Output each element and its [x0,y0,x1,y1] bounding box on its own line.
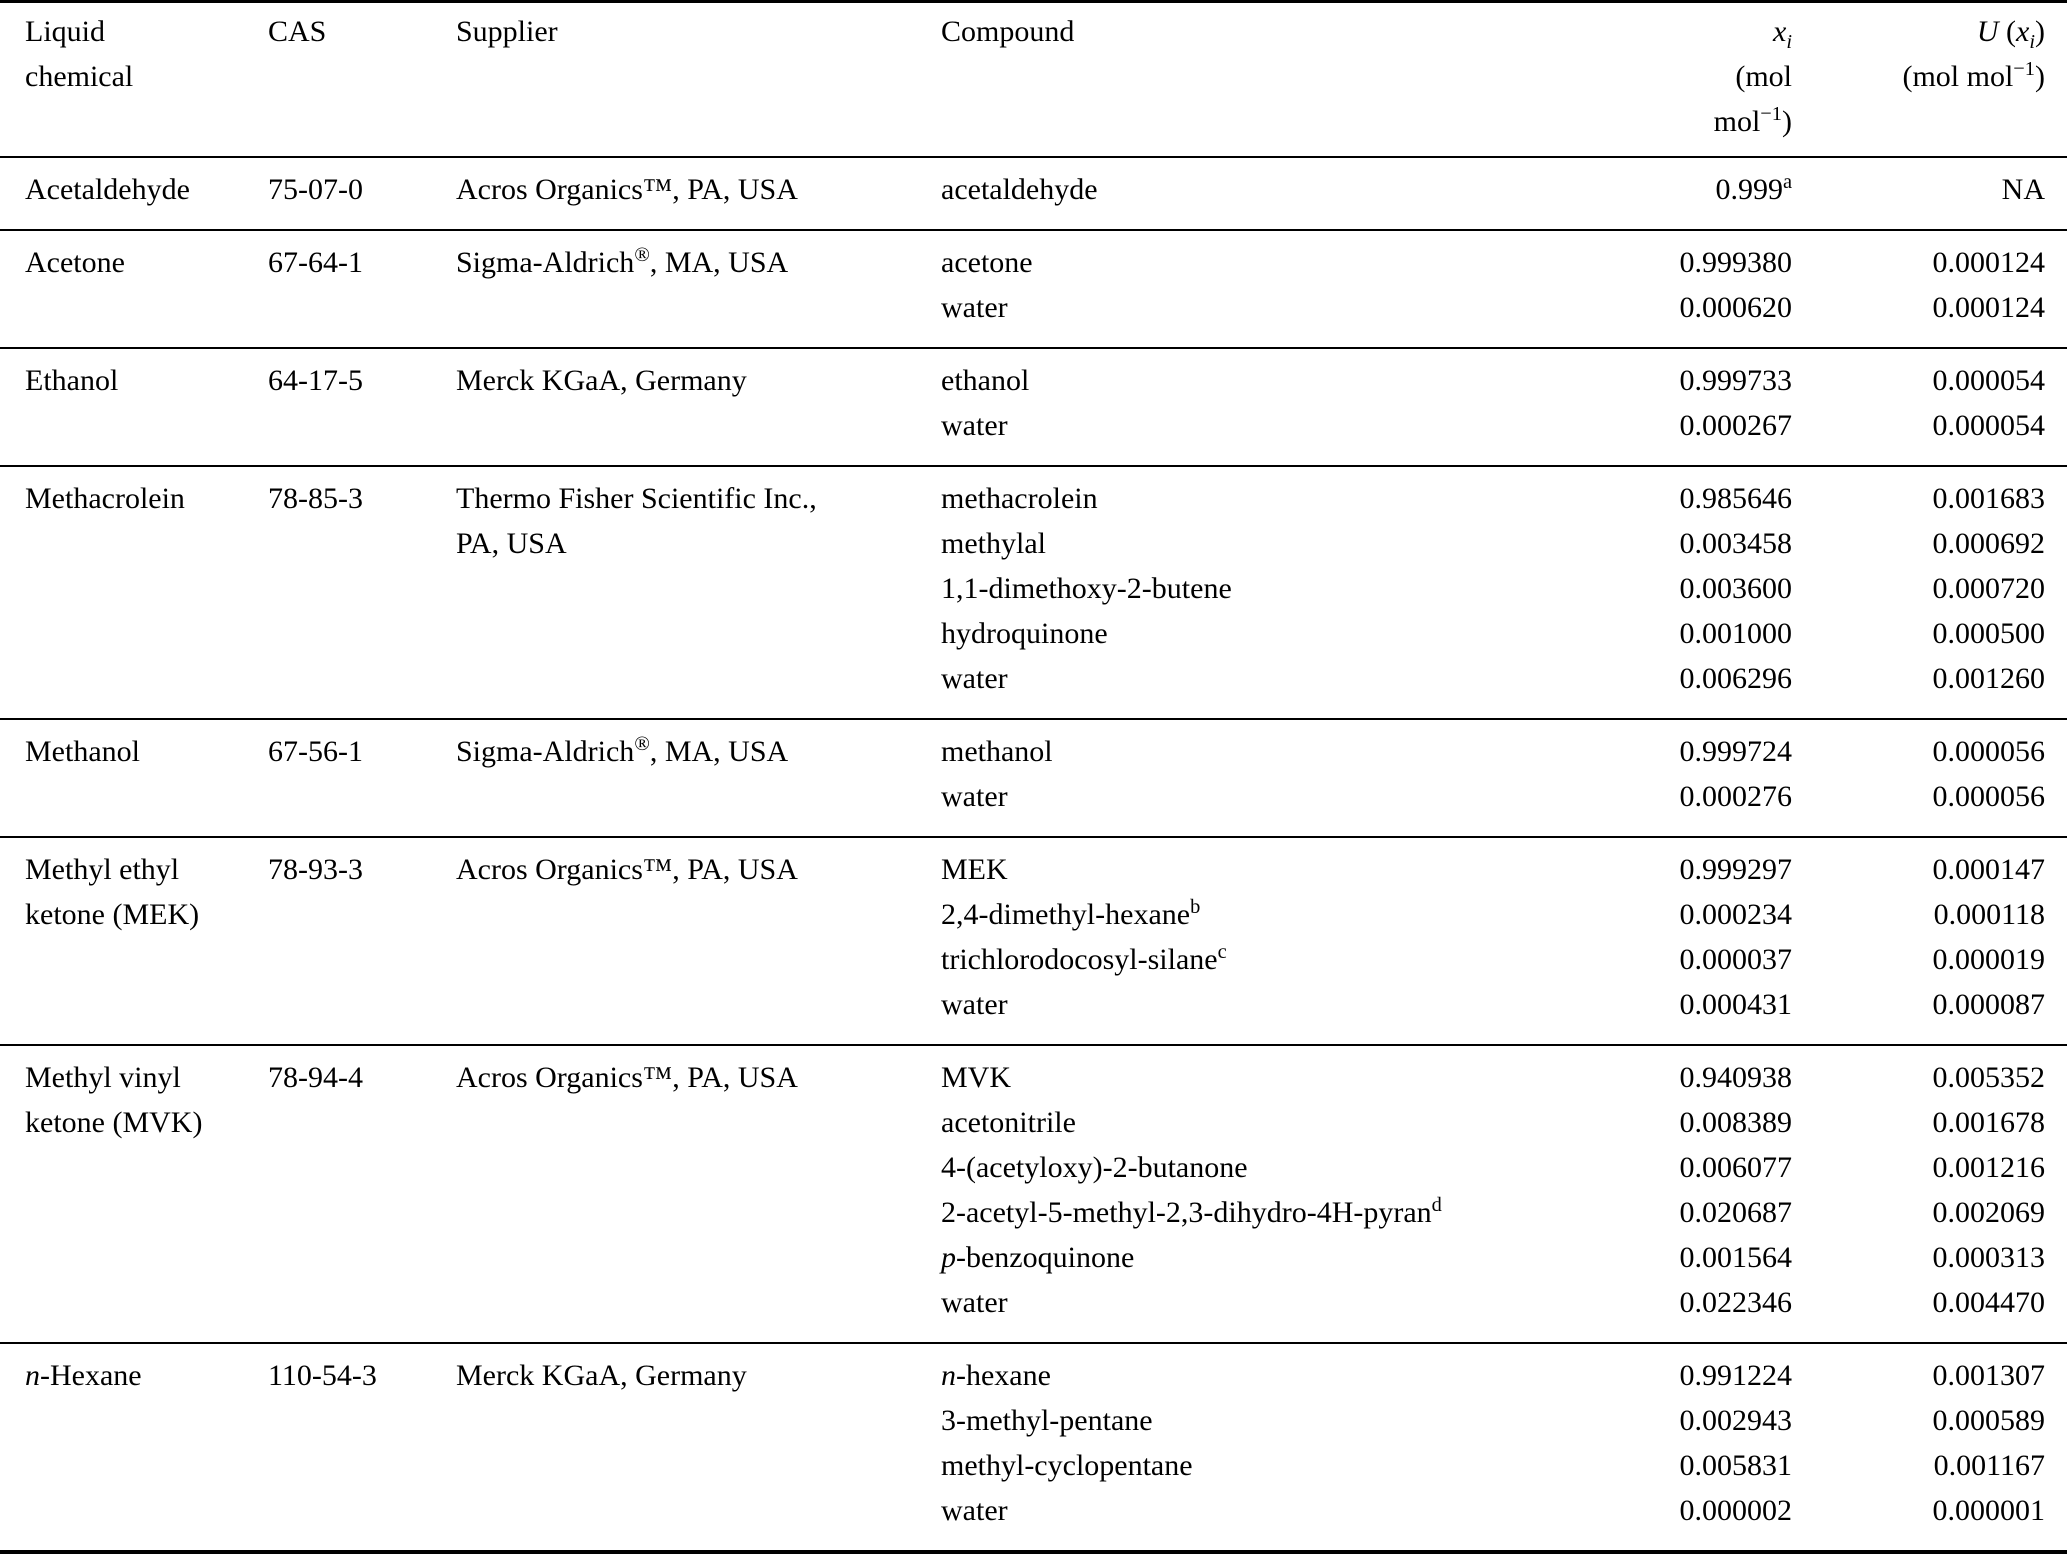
compound-name-cell: water [941,1286,1008,1319]
compound-name-cell: 1,1-dimethoxy-2-butene [941,572,1232,605]
mole-fraction-value-cell: 0.999297 [1651,837,1837,892]
liquid-chemical-cell: n-Hexane [0,1343,268,1552]
uncertainty-value-cell: 0.000692 [1932,527,2045,560]
compound-name-cell: MVK [941,1045,1651,1100]
mole-fraction-value-cell: 0.005831 [1679,1449,1792,1482]
mole-fraction-value-cell: 0.999724 [1651,719,1837,774]
col-header-mole-fraction: $x_i$ (mol mol$^{-1}$) [1651,2,1837,158]
mole-fraction-value-cell: 0.000431 [1679,988,1792,1021]
table-row [0,348,2067,403]
supplier-cell: Acros Organics™, PA, USA [456,1045,941,1343]
mole-fraction-value-cell: 0.002943 [1679,1404,1792,1437]
uncertainty-value-cell: 0.000124 [1837,230,2067,285]
uncertainty-value-cell: 0.000313 [1932,1241,2045,1274]
uncertainty-value-cell: 0.000720 [1932,572,2045,605]
compound-name-cell: 4-(acetyloxy)-2-butanone [941,1151,1248,1184]
uncertainty-value-cell: 0.000001 [1932,1494,2045,1527]
uncertainty-value-cell: 0.001260 [1932,662,2045,695]
compound-name-cell: methacrolein [941,466,1651,521]
uncertainty-value-cell: NA [1837,157,2067,230]
liquid-chemical-cell: Ethanol [0,348,268,466]
mole-fraction-value-cell: 0.001000 [1679,617,1792,650]
col-header-cas: CAS [268,2,456,158]
mole-fraction-value-cell: 0.003458 [1679,527,1792,560]
compound-name-cell: water [941,780,1008,813]
table-body [0,157,2067,1552]
mole-fraction-value-cell: 0.000234 [1679,898,1792,931]
mole-fraction-value-cell: 0.020687 [1679,1196,1792,1229]
compound-name-cell: acetaldehyde [941,157,1651,230]
supplier-cell: Merck KGaA, Germany [456,348,941,466]
table-row [0,1343,2067,1398]
compound-name-cell: 2-acetyl-5-methyl-2,3-dihydro-4H-pyran$^d$ [941,1194,1442,1229]
mole-fraction-value-cell: 0.985646 [1651,466,1837,521]
mole-fraction-value-cell: 0.022346 [1679,1286,1792,1319]
uncertainty-value-cell: 0.000087 [1932,988,2045,1021]
col-header-liquid-chemical: Liquid chemical [0,2,268,158]
cas-number-cell: 110-54-3 [268,1343,456,1552]
mole-fraction-value-cell: 0.991224 [1651,1343,1837,1398]
uncertainty-value-cell: 0.000056 [1932,780,2045,813]
uncertainty-value-cell: 0.001678 [1932,1106,2045,1139]
mole-fraction-value-cell: 0.008389 [1679,1106,1792,1139]
compound-name-cell: MEK [941,837,1651,892]
compound-name-cell: 2,4-dimethyl-hexane$^b$ [941,896,1201,931]
compound-name-cell: water [941,1494,1008,1527]
liquid-chemical-cell: Acetaldehyde [0,157,268,230]
uncertainty-value-cell: 0.000056 [1837,719,2067,774]
uncertainty-value-cell: 0.001216 [1932,1151,2045,1184]
cas-number-cell: 64-17-5 [268,348,456,466]
liquid-chemical-cell: Methyl ethyl ketone (MEK) [0,837,268,1045]
mole-fraction-value-cell: 0.000276 [1679,780,1792,813]
uncertainty-value-cell: 0.000589 [1932,1404,2045,1437]
liquid-chemical-cell: Acetone [0,230,268,348]
table-header [0,2,2067,158]
compound-name-cell: methanol [941,719,1651,774]
table-row [0,466,2067,521]
supplier-cell: Acros Organics™, PA, USA [456,157,941,230]
uncertainty-value-cell: 0.000054 [1932,409,2045,442]
compound-name-cell: trichlorodocosyl-silane$^c$ [941,941,1227,976]
uncertainty-value-cell: 0.000147 [1837,837,2067,892]
table-row [0,1045,2067,1100]
col-header-uncertainty: U $(x_i)$ (mol mol$^{-1}$) [1837,2,2067,158]
compound-name-cell: water [941,662,1008,695]
cas-number-cell: 78-85-3 [268,466,456,719]
table-row [0,230,2067,285]
compound-name-cell: ethanol [941,348,1651,403]
supplier-cell: Sigma-Aldrich®, MA, USA [456,719,941,837]
uncertainty-value-cell: 0.000118 [1933,898,2045,931]
compound-name-cell: water [941,409,1008,442]
table-row [0,719,2067,774]
liquid-chemical-cell: Methacrolein [0,466,268,719]
mole-fraction-value-cell: 0.003600 [1679,572,1792,605]
col-header-compound: Compound [941,2,1651,158]
col-header-supplier: Supplier [456,2,941,158]
mole-fraction-value-cell: 0.006296 [1679,662,1792,695]
mole-fraction-value-cell: 0.999733 [1651,348,1837,403]
mole-fraction-value-cell: 0.000267 [1679,409,1792,442]
cas-number-cell: 78-93-3 [268,837,456,1045]
compound-name-cell: water [941,291,1008,324]
supplier-cell: Sigma-Aldrich®, MA, USA [456,230,941,348]
uncertainty-value-cell: 0.001307 [1837,1343,2067,1398]
supplier-cell: Merck KGaA, Germany [456,1343,941,1552]
mole-fraction-value-cell: 0.000037 [1679,943,1792,976]
mole-fraction-value-cell: 0.001564 [1679,1241,1792,1274]
header-row [0,2,2067,158]
supplier-cell: Acros Organics™, PA, USA [456,837,941,1045]
compound-name-cell: acetone [941,230,1651,285]
supplier-cell: Thermo Fisher Scientific Inc., PA, USA [456,466,941,719]
compound-name-cell: methyl-cyclopentane [941,1449,1193,1482]
compound-name-cell: hydroquinone [941,617,1108,650]
uncertainty-value-cell: 0.000124 [1932,291,2045,324]
uncertainty-value-cell: 0.000500 [1932,617,2045,650]
uncertainty-value-cell: 0.001683 [1837,466,2067,521]
mole-fraction-value-cell: 0.940938 [1651,1045,1837,1100]
cas-number-cell: 67-64-1 [268,230,456,348]
mole-fraction-value-cell: 0.999380 [1651,230,1837,285]
compound-name-cell: water [941,988,1008,1021]
cas-number-cell: 67-56-1 [268,719,456,837]
uncertainty-value-cell: 0.000054 [1837,348,2067,403]
uncertainty-value-cell: 0.002069 [1932,1196,2045,1229]
compound-name-cell: n-hexane [941,1343,1651,1398]
mole-fraction-value-cell: 0.000620 [1679,291,1792,324]
table-row [0,837,2067,892]
liquid-chemical-cell: Methanol [0,719,268,837]
mole-fraction-value-cell: 0.006077 [1679,1151,1792,1184]
compound-name-cell: acetonitrile [941,1106,1076,1139]
uncertainty-value-cell: 0.004470 [1932,1286,2045,1319]
table-row [0,157,2067,230]
mole-fraction-value-cell: 0.999$^a$ [1651,157,1837,230]
liquid-chemical-cell: Methyl vinyl ketone (MVK) [0,1045,268,1343]
uncertainty-value-cell: 0.001167 [1933,1449,2045,1482]
cas-number-cell: 75-07-0 [268,157,456,230]
uncertainty-value-cell: 0.005352 [1837,1045,2067,1100]
cas-number-cell: 78-94-4 [268,1045,456,1343]
compound-name-cell: p-benzoquinone [941,1241,1135,1274]
compound-name-cell: 3-methyl-pentane [941,1404,1153,1437]
mole-fraction-value-cell: 0.000002 [1679,1494,1792,1527]
uncertainty-value-cell: 0.000019 [1932,943,2045,976]
compound-name-cell: methylal [941,527,1046,560]
